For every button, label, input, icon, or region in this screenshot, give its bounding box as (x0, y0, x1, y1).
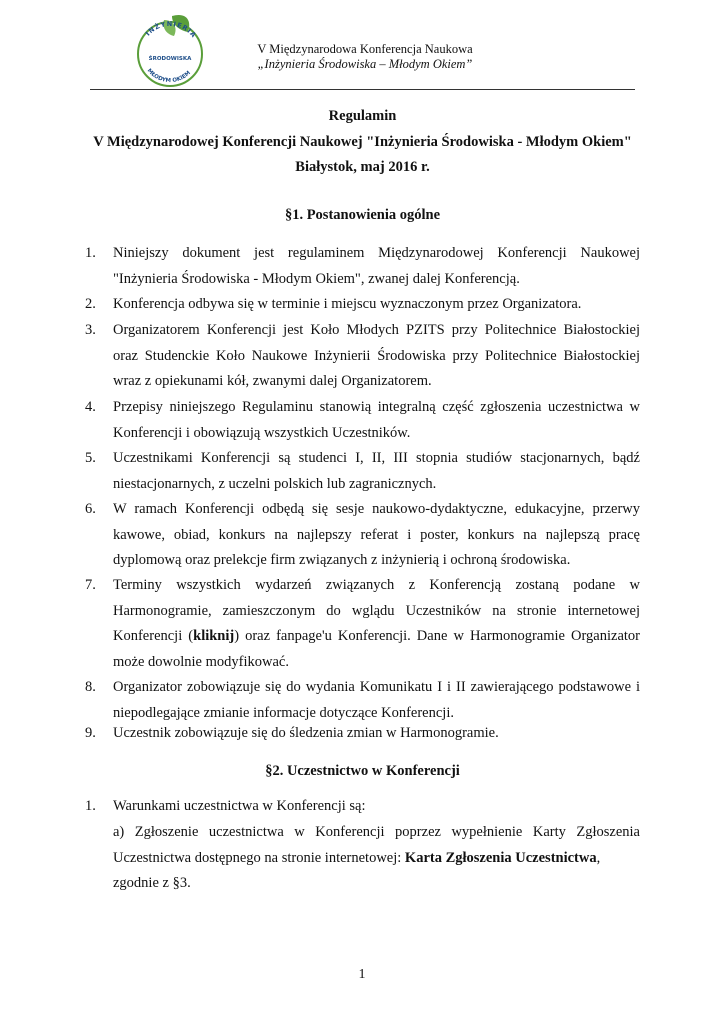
list-item-text: Organizatorem Konferencji jest Koło Młodych PZITS przy Politechnice Białostockiej oraz Studenckie Koło Naukowe Inżynierii Środowiska przy Politechnice Białostockiej wraz z opiekunami kół, zwanymi dalej Organizatorem. (113, 322, 640, 389)
item-7-text-b: ) oraz fanpage'u Konferencji. Dane w Harmonogramie Organizator może dowolnie modyfikować. (113, 628, 640, 670)
list-item-number: 2. (85, 296, 96, 312)
list-item-text: Przepisy niniejszego Regulaminu stanowią integralną część zgłoszenia uczestnictwa w Konferencji i obowiązują wszystkich Uczestników. (113, 399, 640, 441)
list-item-number: 8. (85, 679, 96, 695)
list-item-text: Warunkami uczestnictwa w Konferencji są: (113, 798, 366, 814)
doc-title-line-1: Regulamin (328, 108, 397, 124)
item-7-text-a: Terminy wszystkich wydarzeń związanych z Konferencją zostaną podane w Harmonogramie, zamieszczonym do wglądu Uczestników na stronie internetowej Konferencji ( (113, 577, 640, 644)
list-item-text: Konferencja odbywa się w terminie i miejscu wyznaczonym przez Organizatora. (113, 296, 582, 312)
logo-emblem-icon (128, 10, 212, 94)
sub-item-a-end: , (596, 849, 601, 866)
logo-text-bottom: MŁODYM OKIEM (145, 67, 192, 85)
list-item-text: W ramach Konferencji odbędą się sesje naukowo-dydaktyczne, edukacyjne, przerwy kawowe, obiad, konkurs na najlepszy referat i poster, konkurs na najlepszą pracę dyplomową oraz prelekcje firm związanych z inżynierią i ochroną środowiska. (113, 501, 640, 568)
section-1-heading: §1. Postanowienia ogólne (284, 207, 441, 223)
page-number: 1 (358, 967, 366, 982)
kliknij-link[interactable]: kliknij (193, 628, 235, 644)
sub-item-a-continuation: zgodnie z §3. (113, 875, 191, 891)
list-item-text (113, 573, 640, 675)
list-item-number: 1. (85, 245, 96, 261)
list-item-number: 1. (85, 798, 96, 814)
list-item-number: 6. (85, 501, 96, 517)
list-item-text: Uczestnikami Konferencji są studenci I, II, III stopnia studiów stacjonarnych, bądź niestacjonarnych, z uczelni polskich lub zagranicznych. (113, 450, 640, 492)
sub-item-a-text: a) Zgłoszenie uczestnictwa w Konferencji poprzez wypełnienie Karty Zgłoszenia Uczestnictwa dostępnego na stronie internetowej: (113, 824, 640, 866)
logo-text-top: INŻYNIERIA (144, 19, 199, 40)
section-2-heading: §2. Uczestnictwo w Konferencji (265, 763, 460, 779)
doc-title-line-3: Białystok, maj 2016 r. (295, 159, 430, 175)
document-header (230, 42, 500, 72)
header-divider (90, 89, 635, 90)
doc-title-line-2: V Międzynarodowej Konferencji Naukowej "Inżynieria Środowiska - Młodym Okiem" (93, 134, 632, 150)
list-item-number: 5. (85, 450, 96, 466)
list-item-number: 7. (85, 577, 96, 593)
list-item-text: Uczestnik zobowiązuje się do śledzenia zmian w Harmonogramie. (113, 725, 499, 741)
header-line-1: V Międzynarodowa Konferencja Naukowa (257, 42, 473, 56)
conference-logo (128, 10, 212, 94)
sub-item-a (113, 820, 640, 871)
list-item-number: 9. (85, 725, 96, 741)
list-item-text: Organizator zobowiązuje się do wydania Komunikatu I i II zawierającego podstawowe i niepodlegające zmianie informacje dotyczące Konferencji. (113, 679, 640, 721)
list-item-number: 3. (85, 322, 96, 338)
list-item-number: 4. (85, 399, 96, 415)
header-line-2: „Inżynieria Środowiska – Młodym Okiem” (257, 57, 473, 71)
registration-form-link[interactable]: Karta Zgłoszenia Uczestnictwa (404, 849, 597, 866)
list-item-text: Niniejszy dokument jest regulaminem Międzynarodowej Konferencji Naukowej "Inżynieria Środowiska - Młodym Okiem", zwanej dalej Konferencją. (113, 245, 640, 287)
logo-text-mid: ŚRODOWISKA (148, 56, 192, 62)
